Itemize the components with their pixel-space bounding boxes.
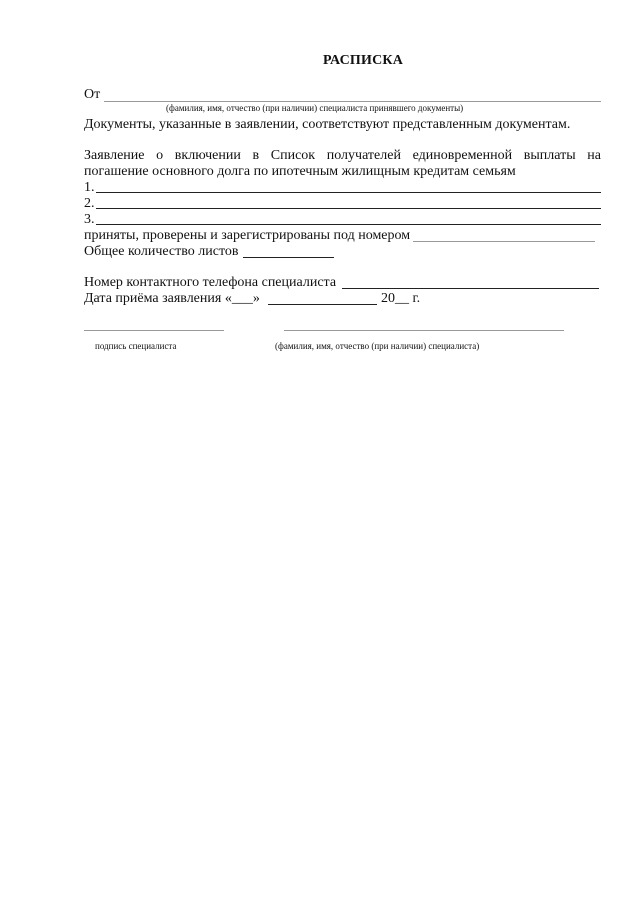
sheets-count-text: Общее количество листов	[84, 244, 239, 259]
date-year-text: 20__ г.	[381, 291, 421, 306]
date-text: Дата приёма заявления «___»	[84, 291, 260, 306]
statement-text: Документы, указанные в заявлении, соответствуют представленным документам.	[84, 117, 571, 132]
item-number-3: 3.	[84, 212, 95, 227]
item-number-2: 2.	[84, 196, 95, 211]
item-line-3	[96, 224, 601, 225]
signature-line	[84, 330, 224, 331]
registered-text: приняты, проверены и зарегистрированы под номером	[84, 228, 411, 243]
item-line-1	[96, 192, 601, 193]
application-line-2: погашение основного долга по ипотечным жилищным кредитам семьям	[84, 164, 516, 179]
name-line	[284, 330, 564, 331]
from-underline	[104, 101, 601, 102]
item-line-2	[96, 208, 601, 209]
application-line-1: Заявление о включении в Список получателей единовременной выплаты на	[84, 148, 601, 163]
from-label: От	[84, 87, 101, 102]
registration-number-line	[413, 241, 595, 242]
phone-line	[342, 288, 599, 289]
item-number-1: 1.	[84, 180, 95, 195]
name-caption: (фамилия, имя, отчество (при наличии) специалиста)	[275, 341, 480, 351]
from-caption: (фамилия, имя, отчество (при наличии) специалиста принявшего документы)	[166, 103, 464, 113]
phone-text: Номер контактного телефона специалиста	[84, 275, 337, 290]
signature-caption: подпись специалиста	[95, 341, 177, 351]
sheets-count-line	[243, 257, 334, 258]
date-month-line	[268, 304, 377, 305]
document-title: РАСПИСКА	[323, 53, 404, 68]
